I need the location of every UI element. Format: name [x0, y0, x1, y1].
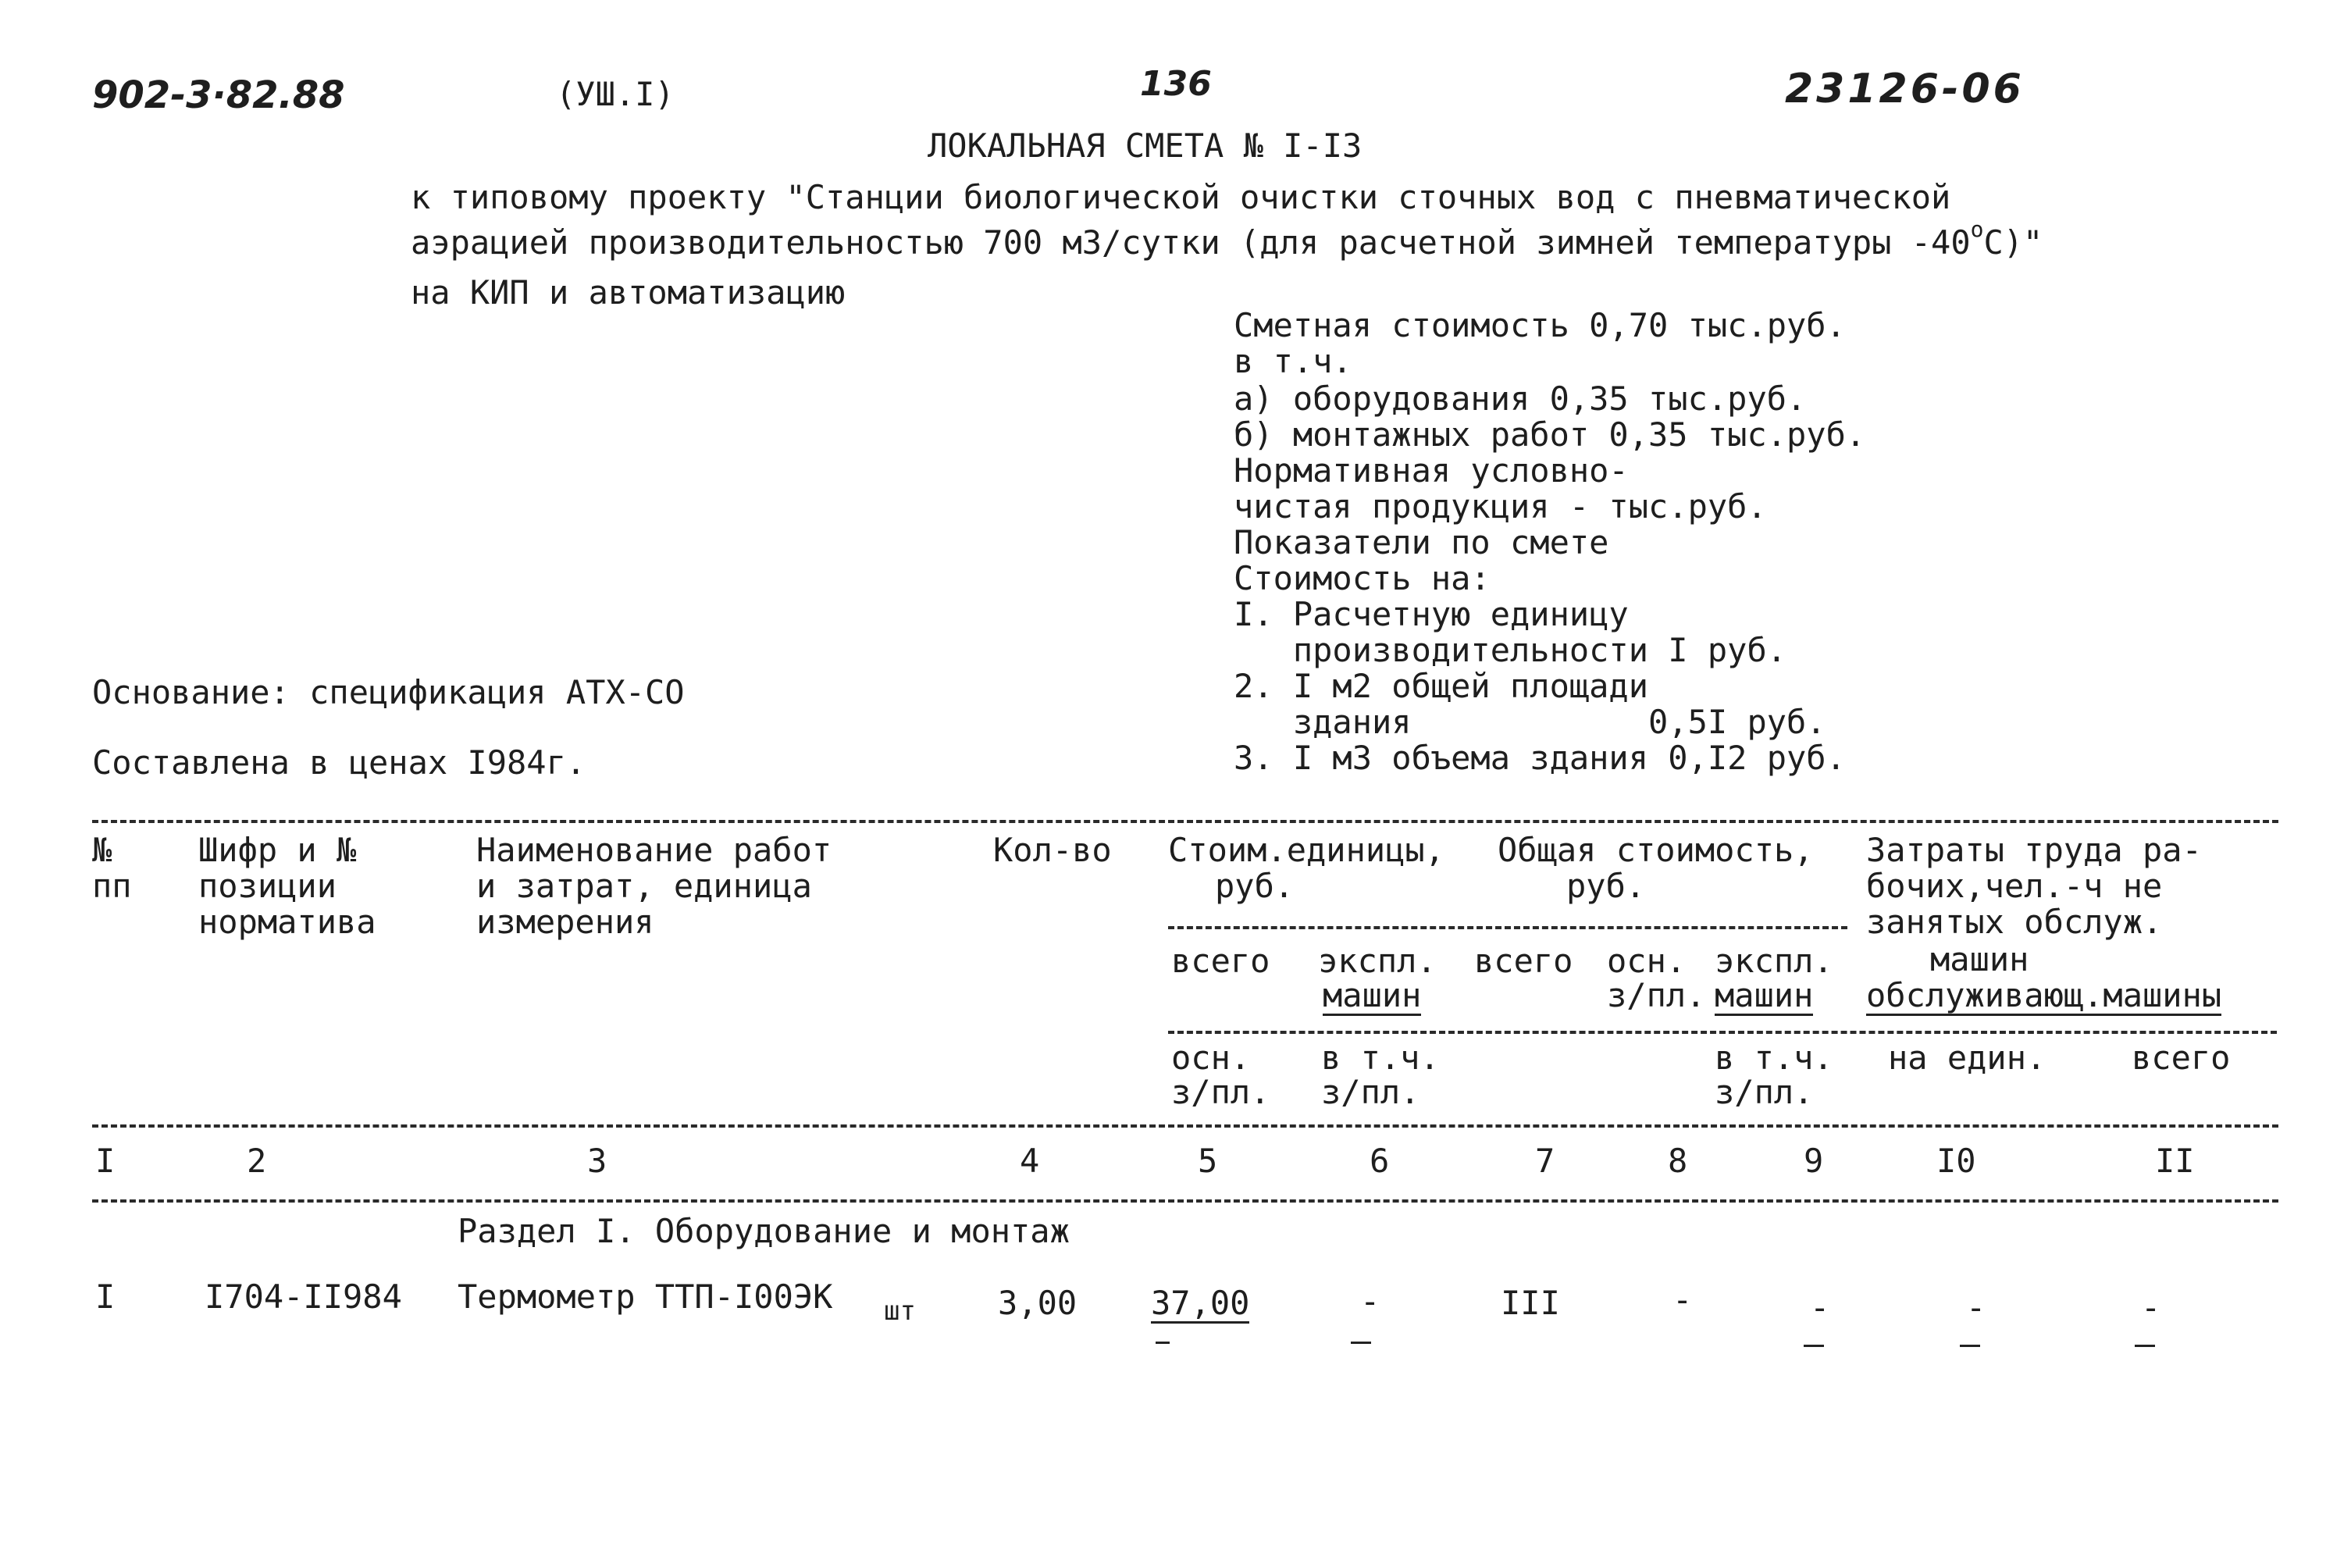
- album-number: (УШ.I): [556, 75, 675, 113]
- summary-line: Показатели по смете: [1234, 523, 1609, 561]
- col-number: 9: [1804, 1142, 1824, 1180]
- col-number: I: [95, 1142, 116, 1180]
- project-line-2-text: аэрацией производительностью 700 м3/сутки (для расчетной зимней температуры -40: [411, 223, 1971, 262]
- sub-total-machines-2: машин: [1715, 976, 1814, 1014]
- summary-line: I. Расчетную единицу: [1234, 595, 1629, 633]
- sub-labor-per-unit: на един.: [1888, 1039, 2046, 1077]
- doc-code: 902-3·82.88: [92, 73, 345, 117]
- numbers-bottom-rule: [92, 1199, 2278, 1203]
- sub-unit-all: всего: [1171, 942, 1270, 980]
- labor-header-4: машин: [1930, 940, 2029, 978]
- project-line-1: к типовому проекту "Станции биологической очистки сточных вод с пневматической: [411, 178, 1951, 216]
- col-number: 8: [1668, 1142, 1688, 1180]
- page-number: 136: [1140, 64, 1212, 104]
- prices-note: Составлена в ценах I984г.: [92, 743, 586, 782]
- total-cost-header: Общая стоимость,: [1498, 831, 1814, 869]
- sub-labor-serving: обслуживающ.машины: [1866, 976, 2222, 1014]
- col-code-header-3: норматива: [198, 903, 376, 941]
- subheader-rule-2: [1168, 1031, 2277, 1034]
- unit-cost-header-2: руб.: [1215, 867, 1295, 905]
- summary-line: Нормативная условно-: [1234, 451, 1629, 490]
- summary-line: здания 0,5I руб.: [1234, 703, 1826, 741]
- row-labor-total-sub-dash: [2135, 1345, 2155, 1347]
- sub-basic-wage: осн.: [1171, 1039, 1251, 1077]
- row-total-machines: -: [1810, 1288, 1830, 1327]
- subheader-rule-1: [1168, 926, 1847, 929]
- row-name: Термометр ТТП-I00ЭК: [458, 1278, 833, 1316]
- summary-line: чистая продукция - тыс.руб.: [1234, 487, 1767, 526]
- sub-total-basic: осн.: [1607, 942, 1687, 980]
- row-unit: шт: [884, 1295, 916, 1327]
- sub-total-basic-2: з/пл.: [1607, 976, 1706, 1014]
- header-bottom-rule: [92, 1124, 2278, 1128]
- summary-line: 3. I м3 объема здания 0,I2 руб.: [1234, 739, 1846, 777]
- row-total-cost: III: [1501, 1284, 1560, 1322]
- sub-basic-wage-2: з/пл.: [1171, 1073, 1270, 1111]
- sub-total-machines: экспл.: [1715, 942, 1833, 980]
- row-basic-wage: -: [1672, 1281, 1693, 1319]
- sub-unit-machines: экспл.: [1318, 942, 1437, 980]
- col-name-header-3: измерения: [476, 903, 654, 941]
- labor-header-2: бочих,чел.-ч не: [1866, 867, 2163, 905]
- labor-header: Затраты труда ра-: [1866, 831, 2202, 869]
- col-number: 7: [1535, 1142, 1555, 1180]
- sub-incl-wage-1: в т.ч.: [1321, 1039, 1440, 1077]
- sub-labor-total: всего: [2132, 1039, 2231, 1077]
- section-title: Раздел I. Оборудование и монтаж: [458, 1212, 1070, 1250]
- sub-unit-machines-2: машин: [1323, 976, 1422, 1014]
- row-total-machines-sub-dash: [1804, 1345, 1824, 1347]
- col-code-header: Шифр и №: [198, 831, 357, 869]
- summary-line: 2. I м2 общей площади: [1234, 667, 1649, 705]
- summary-line: производительности I руб.: [1234, 631, 1787, 669]
- col-number: 4: [1020, 1142, 1040, 1180]
- col-number: 3: [587, 1142, 607, 1180]
- total-cost-header-2: руб.: [1566, 867, 1646, 905]
- summary-line: в т.ч.: [1234, 342, 1352, 380]
- summary-line: б) монтажных работ 0,35 тыс.руб.: [1234, 415, 1866, 454]
- col-number: 5: [1198, 1142, 1218, 1180]
- labor-header-3: занятых обслуж.: [1866, 903, 2163, 941]
- row-labor-per-unit: -: [1966, 1288, 1986, 1327]
- sub-total-all: всего: [1474, 942, 1573, 980]
- col-number: 6: [1370, 1142, 1390, 1180]
- unit-cost-header: Стоим.единицы,: [1168, 831, 1445, 869]
- row-machines-sub-dash: [1351, 1342, 1371, 1344]
- project-line-2: [411, 216, 2043, 262]
- row-number: I: [95, 1278, 116, 1316]
- sub-incl-wage-2b: з/пл.: [1715, 1073, 1814, 1111]
- col-no-header-2: пп: [92, 867, 132, 905]
- row-labor-per-unit-sub-dash: [1960, 1345, 1980, 1347]
- degree-sup: о: [1970, 216, 1984, 242]
- project-line-2-end: С)": [1983, 223, 2043, 262]
- document-title: ЛОКАЛЬНАЯ СМЕТА № I-I3: [928, 127, 1363, 165]
- row-labor-total: -: [2141, 1288, 2161, 1327]
- summary-line: Сметная стоимость 0,70 тыс.руб.: [1234, 306, 1846, 344]
- row-unit-cost: 37,00: [1151, 1284, 1250, 1322]
- project-line-3: на КИП и автоматизацию: [411, 273, 846, 312]
- col-number: 2: [247, 1142, 267, 1180]
- row-machines-cost: -: [1360, 1282, 1380, 1320]
- col-qty-header: Кол-во: [993, 831, 1112, 869]
- archive-number: 23126-06: [1785, 66, 2025, 112]
- row-unit-cost-sub-dash: [1156, 1342, 1170, 1344]
- table-top-rule: [92, 820, 2278, 823]
- basis-note: Основание: спецификация АТХ-СО: [92, 673, 685, 711]
- sub-incl-wage-1b: з/пл.: [1321, 1073, 1420, 1111]
- row-code: I704-II984: [205, 1278, 402, 1316]
- col-name-header-2: и затрат, единица: [476, 867, 812, 905]
- row-quantity: 3,00: [998, 1284, 1078, 1322]
- summary-line: а) оборудования 0,35 тыс.руб.: [1234, 380, 1807, 418]
- sub-incl-wage-2: в т.ч.: [1715, 1039, 1833, 1077]
- col-no-header: №: [92, 831, 112, 869]
- col-name-header: Наименование работ: [476, 831, 832, 869]
- col-number: II: [2155, 1142, 2195, 1180]
- summary-line: Стоимость на:: [1234, 559, 1491, 597]
- col-code-header-2: позиции: [198, 867, 337, 905]
- col-number: I0: [1936, 1142, 1976, 1180]
